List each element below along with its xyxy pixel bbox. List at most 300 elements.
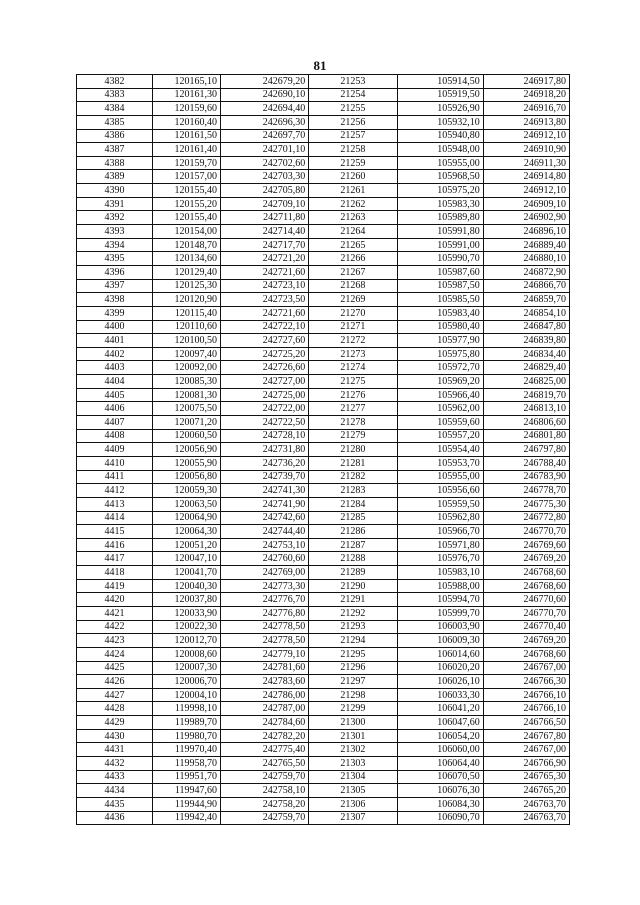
table-row (77, 729, 570, 743)
x-coordinate-cell: 105962,80 (397, 511, 483, 525)
y-coordinate-cell: 242722,50 (221, 416, 309, 430)
point-number-cell: 21266 (309, 252, 397, 266)
y-coordinate-cell: 242731,80 (221, 443, 309, 457)
point-number-cell: 4417 (77, 552, 153, 566)
y-coordinate-cell: 246829,40 (483, 361, 569, 375)
table-row (77, 416, 570, 430)
y-coordinate-cell: 242714,40 (221, 225, 309, 239)
point-number-cell: 4426 (77, 675, 153, 689)
y-coordinate-cell: 242778,50 (221, 620, 309, 634)
x-coordinate-cell: 106076,30 (397, 784, 483, 798)
table-row (77, 306, 570, 320)
y-coordinate-cell: 242784,60 (221, 716, 309, 730)
x-coordinate-cell: 120075,50 (153, 402, 221, 416)
y-coordinate-cell: 246912,10 (483, 184, 569, 198)
x-coordinate-cell: 105972,70 (397, 361, 483, 375)
x-coordinate-cell: 120047,10 (153, 552, 221, 566)
x-coordinate-cell: 120161,30 (153, 88, 221, 102)
table-row (77, 743, 570, 757)
table-row (77, 115, 570, 129)
point-number-cell: 4395 (77, 252, 153, 266)
y-coordinate-cell: 242711,80 (221, 211, 309, 225)
table-row (77, 538, 570, 552)
y-coordinate-cell: 242759,70 (221, 811, 309, 825)
point-number-cell: 4424 (77, 647, 153, 661)
point-number-cell: 21288 (309, 552, 397, 566)
x-coordinate-cell: 105968,50 (397, 170, 483, 184)
table-row (77, 484, 570, 498)
table-row (77, 156, 570, 170)
y-coordinate-cell: 246913,80 (483, 115, 569, 129)
x-coordinate-cell: 120055,90 (153, 456, 221, 470)
y-coordinate-cell: 242776,70 (221, 593, 309, 607)
table-row (77, 579, 570, 593)
table-row (77, 456, 570, 470)
point-number-cell: 4419 (77, 579, 153, 593)
point-number-cell: 4391 (77, 197, 153, 211)
x-coordinate-cell: 120120,90 (153, 293, 221, 307)
table-row (77, 347, 570, 361)
table-row (77, 143, 570, 157)
y-coordinate-cell: 242721,20 (221, 252, 309, 266)
x-coordinate-cell: 105983,10 (397, 566, 483, 580)
y-coordinate-cell: 242779,10 (221, 647, 309, 661)
y-coordinate-cell: 246797,80 (483, 443, 569, 457)
y-coordinate-cell: 242722,00 (221, 402, 309, 416)
y-coordinate-cell: 246917,80 (483, 75, 569, 89)
y-coordinate-cell: 246766,30 (483, 675, 569, 689)
coordinates-table (76, 74, 570, 825)
point-number-cell: 4412 (77, 484, 153, 498)
point-number-cell: 21256 (309, 115, 397, 129)
y-coordinate-cell: 242679,20 (221, 75, 309, 89)
y-coordinate-cell: 246896,10 (483, 225, 569, 239)
table-row (77, 238, 570, 252)
y-coordinate-cell: 246854,10 (483, 306, 569, 320)
x-coordinate-cell: 106020,20 (397, 661, 483, 675)
table-row (77, 252, 570, 266)
x-coordinate-cell: 119944,90 (153, 797, 221, 811)
y-coordinate-cell: 242776,80 (221, 606, 309, 620)
point-number-cell: 21262 (309, 197, 397, 211)
y-coordinate-cell: 246770,70 (483, 606, 569, 620)
x-coordinate-cell: 105990,70 (397, 252, 483, 266)
y-coordinate-cell: 242742,60 (221, 511, 309, 525)
point-number-cell: 4414 (77, 511, 153, 525)
y-coordinate-cell: 242759,70 (221, 770, 309, 784)
table-row (77, 197, 570, 211)
y-coordinate-cell: 246912,10 (483, 129, 569, 143)
point-number-cell: 21265 (309, 238, 397, 252)
y-coordinate-cell: 242696,30 (221, 115, 309, 129)
table-row (77, 211, 570, 225)
x-coordinate-cell: 119980,70 (153, 729, 221, 743)
page-number: 81 (313, 58, 327, 73)
x-coordinate-cell: 120155,40 (153, 184, 221, 198)
table-row (77, 429, 570, 443)
table-row (77, 225, 570, 239)
table-row (77, 675, 570, 689)
y-coordinate-cell: 246839,80 (483, 334, 569, 348)
x-coordinate-cell: 106090,70 (397, 811, 483, 825)
point-number-cell: 21261 (309, 184, 397, 198)
point-number-cell: 21286 (309, 525, 397, 539)
point-number-cell: 21290 (309, 579, 397, 593)
point-number-cell: 21275 (309, 375, 397, 389)
y-coordinate-cell: 242705,80 (221, 184, 309, 198)
point-number-cell: 4397 (77, 279, 153, 293)
x-coordinate-cell: 120081,30 (153, 388, 221, 402)
y-coordinate-cell: 242725,20 (221, 347, 309, 361)
point-number-cell: 4433 (77, 770, 153, 784)
x-coordinate-cell: 105955,00 (397, 470, 483, 484)
x-coordinate-cell: 106047,60 (397, 716, 483, 730)
table-row (77, 129, 570, 143)
point-number-cell: 21257 (309, 129, 397, 143)
y-coordinate-cell: 242765,50 (221, 757, 309, 771)
y-coordinate-cell: 246783,90 (483, 470, 569, 484)
point-number-cell: 21284 (309, 497, 397, 511)
x-coordinate-cell: 105987,50 (397, 279, 483, 293)
y-coordinate-cell: 242773,30 (221, 579, 309, 593)
x-coordinate-cell: 120157,00 (153, 170, 221, 184)
y-coordinate-cell: 246766,10 (483, 688, 569, 702)
point-number-cell: 4398 (77, 293, 153, 307)
x-coordinate-cell: 105975,20 (397, 184, 483, 198)
table-row (77, 102, 570, 116)
point-number-cell: 21287 (309, 538, 397, 552)
point-number-cell: 21300 (309, 716, 397, 730)
x-coordinate-cell: 105987,60 (397, 265, 483, 279)
x-coordinate-cell: 105962,00 (397, 402, 483, 416)
x-coordinate-cell: 106009,30 (397, 634, 483, 648)
x-coordinate-cell: 105919,50 (397, 88, 483, 102)
point-number-cell: 4394 (77, 238, 153, 252)
point-number-cell: 4382 (77, 75, 153, 89)
y-coordinate-cell: 246765,30 (483, 770, 569, 784)
y-coordinate-cell: 242741,90 (221, 497, 309, 511)
y-coordinate-cell: 242782,20 (221, 729, 309, 743)
y-coordinate-cell: 246880,10 (483, 252, 569, 266)
x-coordinate-cell: 120160,40 (153, 115, 221, 129)
x-coordinate-cell: 105953,70 (397, 456, 483, 470)
y-coordinate-cell: 242769,00 (221, 566, 309, 580)
y-coordinate-cell: 246769,20 (483, 634, 569, 648)
table-row (77, 757, 570, 771)
point-number-cell: 4422 (77, 620, 153, 634)
point-number-cell: 4427 (77, 688, 153, 702)
table-row (77, 320, 570, 334)
x-coordinate-cell: 106070,50 (397, 770, 483, 784)
y-coordinate-cell: 246909,10 (483, 197, 569, 211)
point-number-cell: 4436 (77, 811, 153, 825)
table-row (77, 170, 570, 184)
y-coordinate-cell: 246770,40 (483, 620, 569, 634)
y-coordinate-cell: 246914,80 (483, 170, 569, 184)
y-coordinate-cell: 246775,30 (483, 497, 569, 511)
x-coordinate-cell: 106054,20 (397, 729, 483, 743)
point-number-cell: 4418 (77, 566, 153, 580)
y-coordinate-cell: 242760,60 (221, 552, 309, 566)
table-row (77, 620, 570, 634)
y-coordinate-cell: 242775,40 (221, 743, 309, 757)
y-coordinate-cell: 242783,60 (221, 675, 309, 689)
point-number-cell: 4393 (77, 225, 153, 239)
point-number-cell: 4390 (77, 184, 153, 198)
y-coordinate-cell: 246819,70 (483, 388, 569, 402)
table-row (77, 593, 570, 607)
x-coordinate-cell: 120059,30 (153, 484, 221, 498)
point-number-cell: 4409 (77, 443, 153, 457)
table-row (77, 634, 570, 648)
table-row (77, 784, 570, 798)
y-coordinate-cell: 246766,90 (483, 757, 569, 771)
point-number-cell: 4400 (77, 320, 153, 334)
y-coordinate-cell: 242721,60 (221, 306, 309, 320)
x-coordinate-cell: 120155,20 (153, 197, 221, 211)
table-row (77, 647, 570, 661)
x-coordinate-cell: 105932,10 (397, 115, 483, 129)
y-coordinate-cell: 242721,60 (221, 265, 309, 279)
x-coordinate-cell: 105976,70 (397, 552, 483, 566)
x-coordinate-cell: 106014,60 (397, 647, 483, 661)
y-coordinate-cell: 242781,60 (221, 661, 309, 675)
x-coordinate-cell: 120008,60 (153, 647, 221, 661)
x-coordinate-cell: 120051,20 (153, 538, 221, 552)
x-coordinate-cell: 120006,70 (153, 675, 221, 689)
x-coordinate-cell: 120165,10 (153, 75, 221, 89)
point-number-cell: 4387 (77, 143, 153, 157)
point-number-cell: 4405 (77, 388, 153, 402)
x-coordinate-cell: 120154,00 (153, 225, 221, 239)
table-row (77, 688, 570, 702)
point-number-cell: 21307 (309, 811, 397, 825)
x-coordinate-cell: 120100,50 (153, 334, 221, 348)
y-coordinate-cell: 242701,10 (221, 143, 309, 157)
x-coordinate-cell: 120064,90 (153, 511, 221, 525)
y-coordinate-cell: 242727,00 (221, 375, 309, 389)
x-coordinate-cell: 120159,60 (153, 102, 221, 116)
x-coordinate-cell: 120007,30 (153, 661, 221, 675)
table-row (77, 661, 570, 675)
point-number-cell: 21255 (309, 102, 397, 116)
x-coordinate-cell: 120110,60 (153, 320, 221, 334)
x-coordinate-cell: 120056,80 (153, 470, 221, 484)
point-number-cell: 21279 (309, 429, 397, 443)
y-coordinate-cell: 242694,40 (221, 102, 309, 116)
point-number-cell: 21273 (309, 347, 397, 361)
y-coordinate-cell: 242726,60 (221, 361, 309, 375)
x-coordinate-cell: 105988,00 (397, 579, 483, 593)
y-coordinate-cell: 246801,80 (483, 429, 569, 443)
point-number-cell: 21298 (309, 688, 397, 702)
x-coordinate-cell: 106026,10 (397, 675, 483, 689)
x-coordinate-cell: 120004,10 (153, 688, 221, 702)
y-coordinate-cell: 246767,00 (483, 661, 569, 675)
y-coordinate-cell: 246806,60 (483, 416, 569, 430)
x-coordinate-cell: 120056,90 (153, 443, 221, 457)
x-coordinate-cell: 120129,40 (153, 265, 221, 279)
y-coordinate-cell: 242736,20 (221, 456, 309, 470)
y-coordinate-cell: 246902,90 (483, 211, 569, 225)
x-coordinate-cell: 105999,70 (397, 606, 483, 620)
x-coordinate-cell: 119942,40 (153, 811, 221, 825)
y-coordinate-cell: 246889,40 (483, 238, 569, 252)
point-number-cell: 4431 (77, 743, 153, 757)
x-coordinate-cell: 120161,50 (153, 129, 221, 143)
y-coordinate-cell: 246866,70 (483, 279, 569, 293)
x-coordinate-cell: 119998,10 (153, 702, 221, 716)
x-coordinate-cell: 105975,80 (397, 347, 483, 361)
y-coordinate-cell: 246772,80 (483, 511, 569, 525)
point-number-cell: 21276 (309, 388, 397, 402)
table-row (77, 75, 570, 89)
point-number-cell: 21299 (309, 702, 397, 716)
point-number-cell: 4408 (77, 429, 153, 443)
table-row (77, 265, 570, 279)
y-coordinate-cell: 246916,70 (483, 102, 569, 116)
x-coordinate-cell: 120022,30 (153, 620, 221, 634)
point-number-cell: 4421 (77, 606, 153, 620)
y-coordinate-cell: 242727,60 (221, 334, 309, 348)
point-number-cell: 4404 (77, 375, 153, 389)
table-row (77, 702, 570, 716)
y-coordinate-cell: 242728,10 (221, 429, 309, 443)
point-number-cell: 4389 (77, 170, 153, 184)
y-coordinate-cell: 246911,30 (483, 156, 569, 170)
y-coordinate-cell: 242758,20 (221, 797, 309, 811)
table-row (77, 525, 570, 539)
point-number-cell: 4434 (77, 784, 153, 798)
y-coordinate-cell: 242725,00 (221, 388, 309, 402)
y-coordinate-cell: 242744,40 (221, 525, 309, 539)
y-coordinate-cell: 246872,90 (483, 265, 569, 279)
point-number-cell: 21263 (309, 211, 397, 225)
point-number-cell: 21282 (309, 470, 397, 484)
point-number-cell: 4401 (77, 334, 153, 348)
table-row (77, 511, 570, 525)
x-coordinate-cell: 105957,20 (397, 429, 483, 443)
y-coordinate-cell: 242702,60 (221, 156, 309, 170)
x-coordinate-cell: 120125,30 (153, 279, 221, 293)
y-coordinate-cell: 246834,40 (483, 347, 569, 361)
point-number-cell: 21268 (309, 279, 397, 293)
point-number-cell: 21302 (309, 743, 397, 757)
point-number-cell: 4403 (77, 361, 153, 375)
y-coordinate-cell: 246847,80 (483, 320, 569, 334)
x-coordinate-cell: 106033,30 (397, 688, 483, 702)
y-coordinate-cell: 246768,60 (483, 579, 569, 593)
point-number-cell: 21303 (309, 757, 397, 771)
x-coordinate-cell: 120159,70 (153, 156, 221, 170)
point-number-cell: 4406 (77, 402, 153, 416)
y-coordinate-cell: 242739,70 (221, 470, 309, 484)
table-row (77, 552, 570, 566)
y-coordinate-cell: 242709,10 (221, 197, 309, 211)
table-row (77, 443, 570, 457)
table-row (77, 88, 570, 102)
point-number-cell: 21283 (309, 484, 397, 498)
y-coordinate-cell: 246768,60 (483, 566, 569, 580)
x-coordinate-cell: 120012,70 (153, 634, 221, 648)
x-coordinate-cell: 120071,20 (153, 416, 221, 430)
point-number-cell: 4410 (77, 456, 153, 470)
point-number-cell: 4383 (77, 88, 153, 102)
point-number-cell: 4420 (77, 593, 153, 607)
y-coordinate-cell: 246825,00 (483, 375, 569, 389)
y-coordinate-cell: 242697,70 (221, 129, 309, 143)
point-number-cell: 4413 (77, 497, 153, 511)
x-coordinate-cell: 120155,40 (153, 211, 221, 225)
table-row (77, 797, 570, 811)
x-coordinate-cell: 105966,40 (397, 388, 483, 402)
x-coordinate-cell: 105969,20 (397, 375, 483, 389)
point-number-cell: 21285 (309, 511, 397, 525)
point-number-cell: 4430 (77, 729, 153, 743)
x-coordinate-cell: 106041,20 (397, 702, 483, 716)
x-coordinate-cell: 119958,70 (153, 757, 221, 771)
point-number-cell: 21272 (309, 334, 397, 348)
point-number-cell: 21267 (309, 265, 397, 279)
table-row (77, 184, 570, 198)
y-coordinate-cell: 246778,70 (483, 484, 569, 498)
coordinates-table-body (77, 75, 570, 825)
table-row (77, 279, 570, 293)
y-coordinate-cell: 246768,60 (483, 647, 569, 661)
point-number-cell: 21269 (309, 293, 397, 307)
x-coordinate-cell: 105948,00 (397, 143, 483, 157)
point-number-cell: 21258 (309, 143, 397, 157)
point-number-cell: 21304 (309, 770, 397, 784)
x-coordinate-cell: 120037,80 (153, 593, 221, 607)
y-coordinate-cell: 242722,10 (221, 320, 309, 334)
table-row (77, 375, 570, 389)
y-coordinate-cell: 246763,70 (483, 797, 569, 811)
point-number-cell: 21271 (309, 320, 397, 334)
point-number-cell: 4416 (77, 538, 153, 552)
y-coordinate-cell: 246765,20 (483, 784, 569, 798)
point-number-cell: 21291 (309, 593, 397, 607)
y-coordinate-cell: 246763,70 (483, 811, 569, 825)
x-coordinate-cell: 105926,90 (397, 102, 483, 116)
y-coordinate-cell: 246910,90 (483, 143, 569, 157)
point-number-cell: 21293 (309, 620, 397, 634)
point-number-cell: 4402 (77, 347, 153, 361)
point-number-cell: 4415 (77, 525, 153, 539)
x-coordinate-cell: 105994,70 (397, 593, 483, 607)
x-coordinate-cell: 105977,90 (397, 334, 483, 348)
y-coordinate-cell: 242690,10 (221, 88, 309, 102)
y-coordinate-cell: 242753,10 (221, 538, 309, 552)
x-coordinate-cell: 120148,70 (153, 238, 221, 252)
point-number-cell: 4435 (77, 797, 153, 811)
y-coordinate-cell: 242758,10 (221, 784, 309, 798)
y-coordinate-cell: 246766,10 (483, 702, 569, 716)
x-coordinate-cell: 120161,40 (153, 143, 221, 157)
x-coordinate-cell: 120092,00 (153, 361, 221, 375)
point-number-cell: 21306 (309, 797, 397, 811)
x-coordinate-cell: 120085,30 (153, 375, 221, 389)
point-number-cell: 4388 (77, 156, 153, 170)
y-coordinate-cell: 246766,50 (483, 716, 569, 730)
x-coordinate-cell: 106060,00 (397, 743, 483, 757)
x-coordinate-cell: 105914,50 (397, 75, 483, 89)
x-coordinate-cell: 105940,80 (397, 129, 483, 143)
table-row (77, 606, 570, 620)
point-number-cell: 21264 (309, 225, 397, 239)
table-row (77, 361, 570, 375)
y-coordinate-cell: 246813,10 (483, 402, 569, 416)
